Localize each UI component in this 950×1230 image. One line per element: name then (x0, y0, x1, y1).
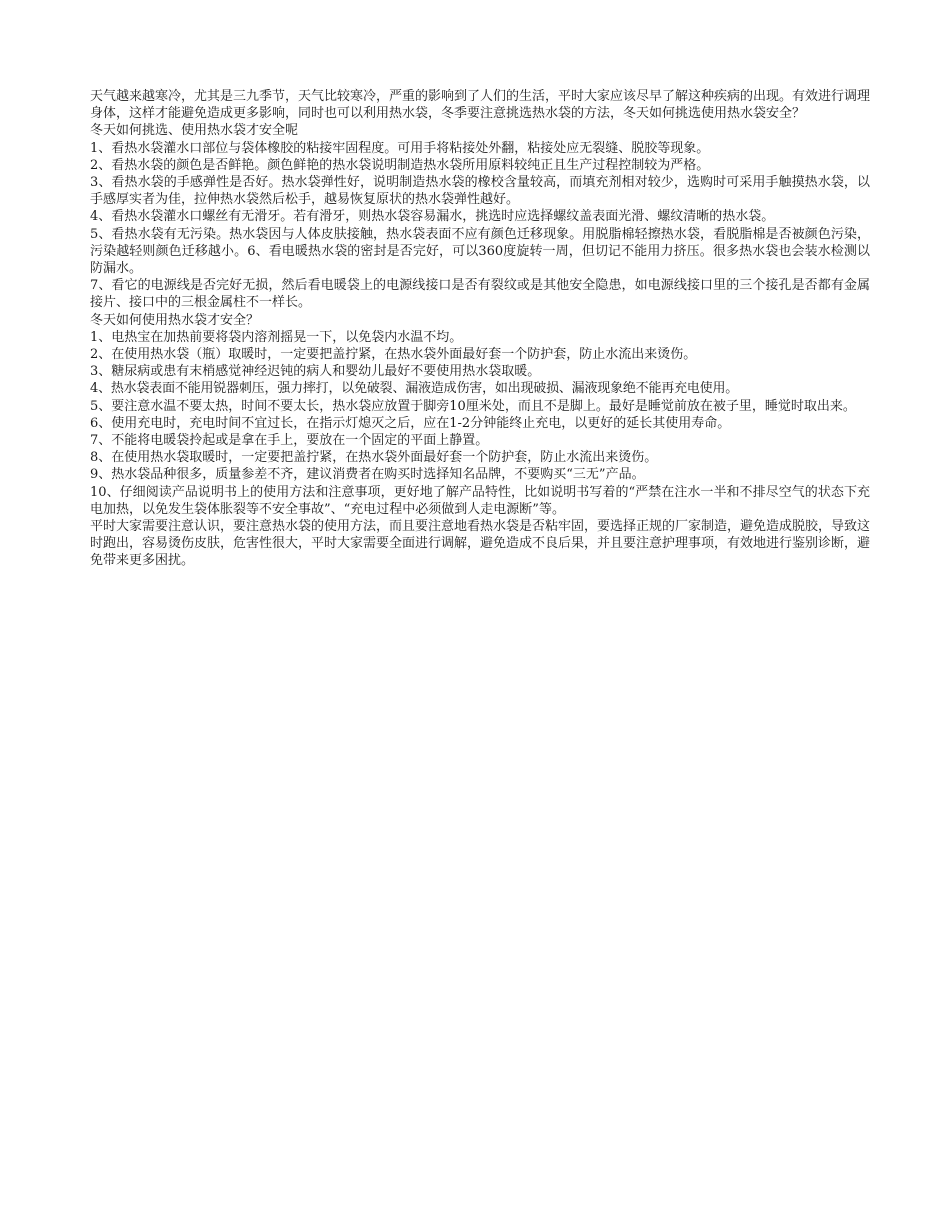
use-item-4: 4、热水袋表面不能用锐器刺压，强力摔打，以免破裂、漏液造成伤害，如出现破损、漏液现象绝不能再充电使用。 (90, 381, 739, 397)
use-item-9: 9、热水袋品种很多，质量参差不齐，建议消费者在购买时选择知名品牌，不要购买“三无”产品。 (90, 467, 645, 483)
use-item-7: 7、不能将电暖袋拎起或是拿在手上，要放在一个固定的平面上静置。 (90, 433, 489, 449)
select-item-3: 3、看热水袋的手感弹性是否好。热水袋弹性好，说明制造热水袋的橡校含量较高，而填充剂相对较少，选购时可采用手触摸热水袋，以手感厚实者为佳，拉伸热水袋然后松手，越易恢复原状的热水袋弹性越好。 (90, 175, 870, 208)
select-item-1: 1、看热水袋灌水口部位与袋体橡胶的粘接牢固程度。可用手将粘接处外翻，粘接处应无裂缝、脱胶等现象。 (90, 140, 710, 156)
use-item-3: 3、糖尿病或患有末梢感觉神经迟钝的病人和婴幼儿最好不要使用热水袋取暖。 (90, 364, 541, 380)
use-item-5: 5、要注意水温不要太热，时间不要太长，热水袋应放置于脚旁10厘米处，而且不是脚上。最好是睡觉前放在被子里，睡觉时取出来。 (90, 398, 856, 414)
select-item-7: 7、看它的电源线是否完好无损，然后看电暖袋上的电源线接口是否有裂纹或是其他安全隐患，如电源线接口里的三个接孔是否都有金属接片、接口中的三根金属柱不一样长。 (90, 278, 870, 311)
heading-use: 冬天如何使用热水袋才安全？ (90, 312, 260, 328)
select-item-2: 2、看热水袋的颜色是否鲜艳。颜色鲜艳的热水袋说明制造热水袋所用原料较纯正且生产过程控制较为严格。 (90, 157, 710, 173)
use-item-2: 2、在使用热水袋（瓶）取暖时，一定要把盖拧紧，在热水袋外面最好套一个防护套，防止水流出来烫伤。 (90, 347, 697, 363)
document-body (90, 88, 870, 570)
select-item-5: 5、看热水袋有无污染。热水袋因与人体皮肤接触，热水袋表面不应有颜色迁移现象。用脱脂棉轻擦热水袋，看脱脂棉是否被颜色污染，污染越轻则颜色迁移越小。6、看电暖热水袋的密封是否完好，可以360度旋转一周，但切记不能用力挤压。很多热水袋也会装水检测以防漏水。 (90, 226, 870, 277)
select-item-4: 4、看热水袋灌水口螺丝有无滑牙。若有滑牙，则热水袋容易漏水，挑选时应选择螺纹盖表面光滑、螺纹清晰的热水袋。 (90, 209, 775, 225)
intro-paragraph: 天气越来越寒冷，尤其是三九季节，天气比较寒冷，严重的影响到了人们的生活，平时大家应该尽早了解这种疾病的出现。有效进行调理身体，这样才能避免造成更多影响，同时也可以利用热水袋，冬季要注意挑选热水袋的方法，冬天如何挑选使用热水袋安全？ (90, 89, 871, 122)
heading-select: 冬天如何挑选、使用热水袋才安全呢 (90, 123, 299, 139)
use-item-1: 1、电热宝在加热前要将袋内溶剂摇晃一下，以免袋内水温不均。 (90, 329, 463, 345)
conclusion-paragraph: 平时大家需要注意认识，要注意热水袋的使用方法，而且要注意地看热水袋是否粘牢固，要选择正规的厂家制造，避免造成脱胶，导致这时跑出，容易烫伤皮肤，危害性很大，平时大家需要全面进行调解，避免造成不良后果，并且要注意护理事项，有效地进行鉴别诊断，避免带来更多困扰。 (90, 519, 871, 569)
use-item-8: 8、在使用热水袋取暖时，一定要把盖拧紧，在热水袋外面最好套一个防护套，防止水流出来烫伤。 (90, 450, 658, 466)
use-item-10: 10、仔细阅读产品说明书上的使用方法和注意事项，更好地了解产品特性，比如说明书写着的“严禁在注水一半和不排尽空气的状态下充电加热，以免发生袋体胀裂等不安全事故”、“充电过程中必须做到人走电源断”等。 (90, 484, 870, 517)
use-item-6: 6、使用充电时，充电时间不宜过长，在指示灯熄灭之后，应在1-2分钟能终止充电，以更好的延长其使用寿命。 (90, 415, 731, 431)
